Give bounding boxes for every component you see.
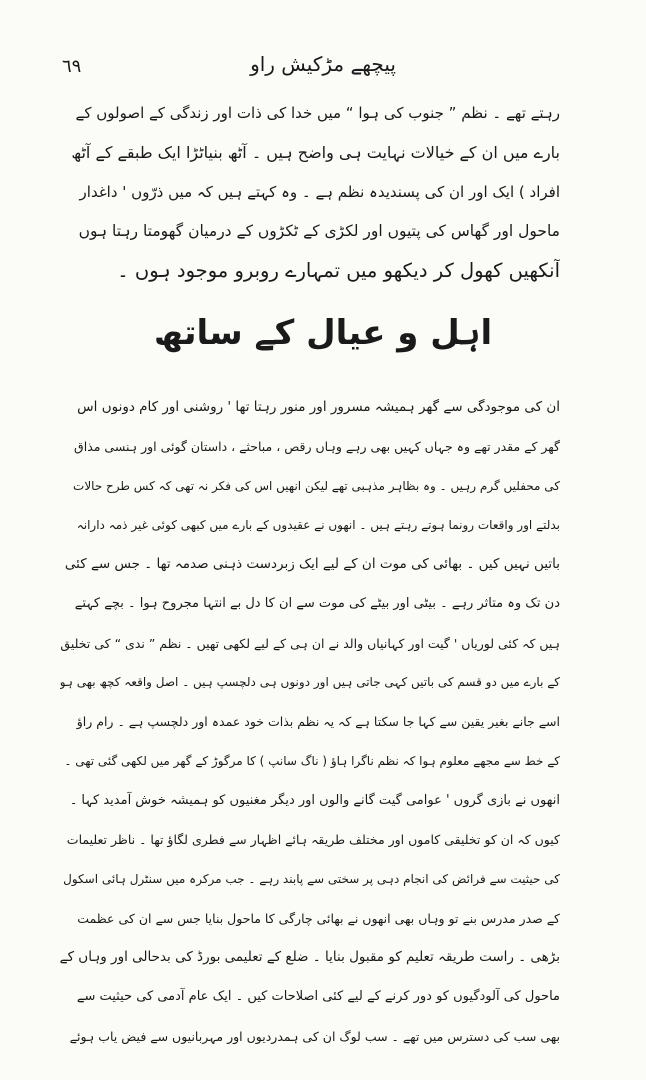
text-line: اسے جانے بغیر یقین سے کہا جا سکتا ہے کہ یہ نظم بذات خود عمدہ اور دلچسپ ہے ۔ رام راؤ <box>76 714 560 730</box>
text-line: کے بارے میں دو قسم کی باتیں کہی جاتی ہیں اور دونوں ہی دلچسپ ہیں ۔ اصل واقعہ کچھ بھی ہو <box>60 675 560 690</box>
text-line: کی محفلیں گرم رہیں ۔ وہ بظاہر مذہبی تھے لیکن انھیں اس کی فکر نہ تھی کہ کس طرح حالات <box>73 478 560 493</box>
text-line: افراد ) ایک اور ان کی پسندیدہ نظم ہے ۔ وہ کہتے ہیں کہ میں ذرّوں ' داغدار <box>79 182 560 201</box>
text-line: بارے میں ان کے خیالات نہایت ہی واضح ہیں ۔ آٹھ بنیاٹڑا ایک طبقے کے آٹھ <box>71 143 560 163</box>
text-line: بدلتے اور واقعات رونما ہوتے رہتے ہیں ۔ انھوں نے عقیدوں کے بارے میں کبھی کوئی غیر ذمہ دارانہ <box>76 517 560 532</box>
section-heading: اہل و عیال کے ساتھ <box>153 313 493 353</box>
text-line: باتیں نہیں کیں ۔ بھائی کی موت ان کے لیے ایک زبردست ذہنی صدمہ تھا ۔ جس سے کئی <box>64 556 560 573</box>
text-line: بڑھی ۔ راست طریقہ تعلیم کو مقبول بنایا ۔ ضلع کے تعلیمی بورڈ کی بدحالی اور وہاں کے <box>60 949 560 966</box>
text-line: بھی سب کی دسترس میں تھے ۔ سب لوگ ان کی ہمدردیوں اور مہربانیوں سے فیض یاب ہوئے <box>69 1028 560 1044</box>
text-line: آنکھیں کھول کر دیکھو میں تمہارے روبرو موجود ہوں ۔ <box>117 259 560 283</box>
text-line: رہتے تھے ۔ نظم ” جنوب کی ہوا “ میں خدا کی ذات اور زندگی کے اصولوں کے <box>75 104 560 122</box>
text-line: گھر کے مقدر تھے وہ جہاں کہیں بھی رہے وہاں رقص ، مباحثے ، داستان گوئی اور ہنسی مذاق <box>74 439 560 455</box>
text-line: کیوں کہ ان کو تخلیقی کاموں اور مختلف طریقہ ہائے اظہار سے فطری لگاؤ تھا ۔ ناظر تعلیمات <box>66 832 560 848</box>
text-line: کی حیثیت سے فرائض کی انجام دہی پر سختی سے پابند رہے ۔ جب مرکرہ میں سنٹرل ہائی اسکول <box>63 871 560 886</box>
text-line: ان کی موجودگی سے گھر ہمیشہ مسرور اور منور رہتا تھا ' روشنی اور کام دونوں اس <box>77 399 560 415</box>
running-title: پیچھے مڑکیش راو <box>250 52 396 76</box>
page-header <box>40 52 606 82</box>
text-line: کے خط سے مجھے معلوم ہوا کہ نظم ناگرا ہاؤ ( ناگ سانپ ) کا مرگوڑ کے گھر میں لکھی گئی تھی ۔ <box>64 753 560 768</box>
text-line: ماحول اور گھاس کی پتیوں اور لکڑی کے ٹکڑوں کے درمیان گھومتا رہتا ہوں <box>78 221 560 240</box>
text-line: دن تک وہ متاثر رہے ۔ بیٹی اور بیٹے کی موت سے ان کا دل بے انتہا مجروح ہوا ۔ بچے کہتے <box>74 596 560 612</box>
intro-paragraph <box>70 94 560 290</box>
text-line: کے صدر مدرس بنے تو وہاں بھی انھوں نے بھائی چارگی کا ماحول بنایا جس سے ان کی عظمت <box>77 910 560 926</box>
page-number: ٦٩ <box>62 56 82 77</box>
main-paragraph <box>60 388 560 1056</box>
text-line: ماحول کی آلودگیوں کو دور کرنے کے لیے کئی اصلاحات کیں ۔ ایک عام آدمی کی حیثیت سے <box>76 989 560 1005</box>
text-line: ہیں کہ کئی لوریاں ' گیت اور کہانیاں والد نے ان ہی کے لیے لکھی تھیں ۔ نظم ” ندی “ کی تخلیق <box>60 635 560 651</box>
text-line: انھوں نے بازی گروں ' عوامی گیت گانے والوں اور دیگر مغنیوں کو ہمیشہ خوش آمدید کہا ۔ <box>69 792 560 808</box>
